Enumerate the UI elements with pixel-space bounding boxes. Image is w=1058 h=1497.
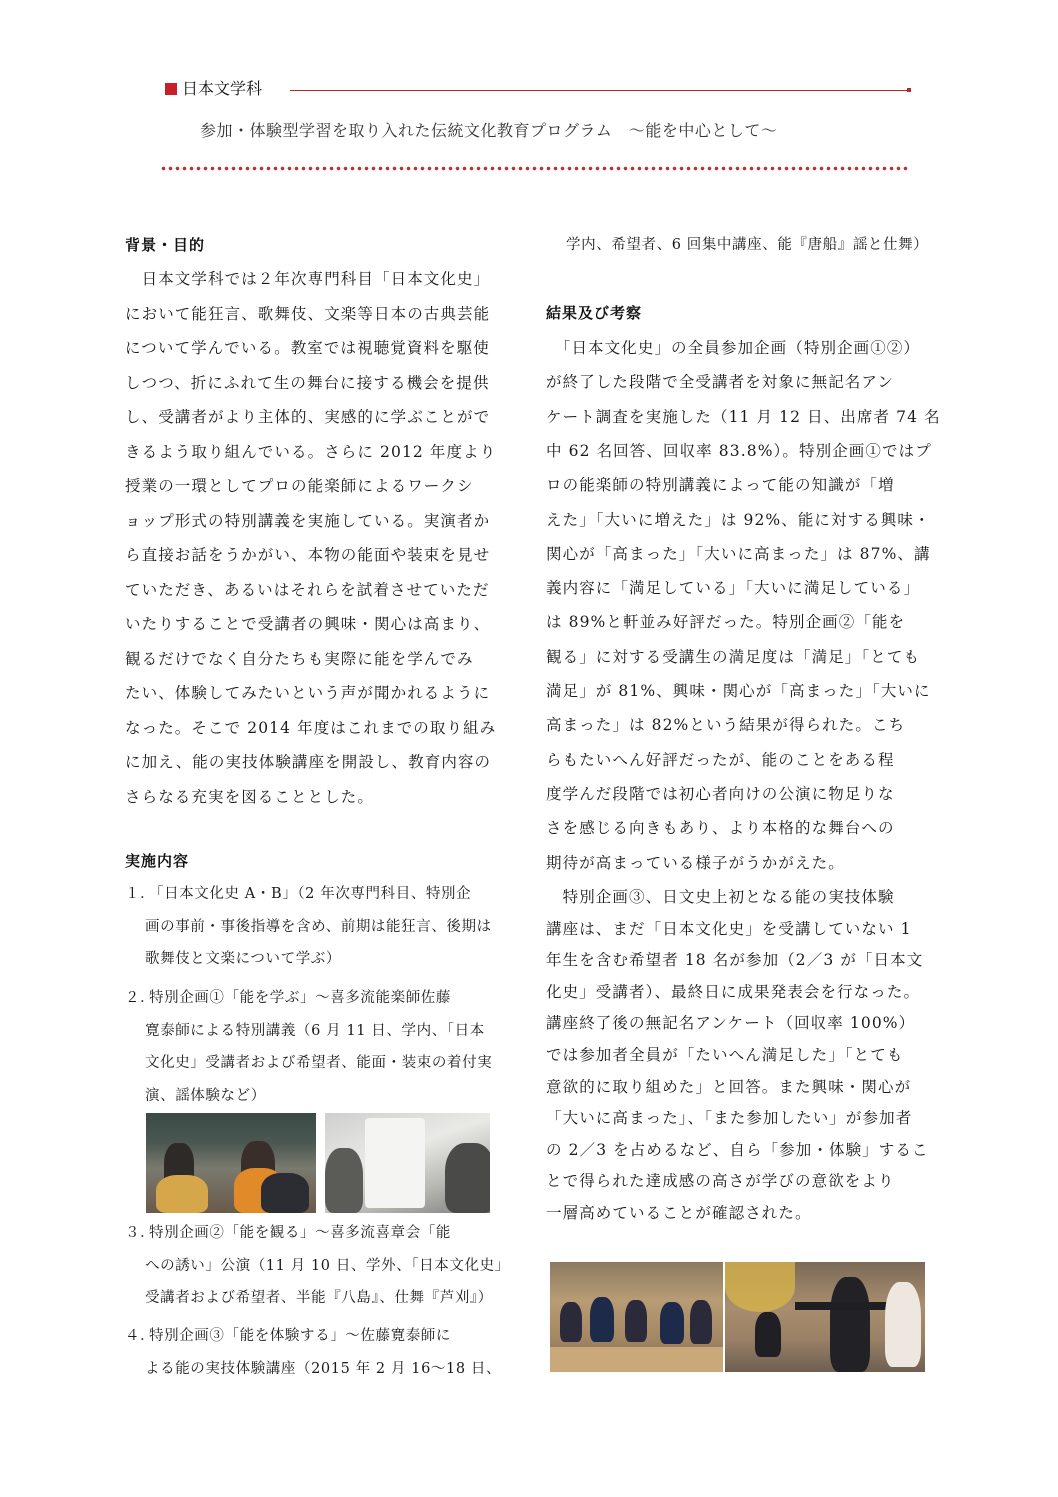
- background-paragraph-line: ら直接お話をうかがい、本物の能面や装束を見せ: [125, 546, 491, 564]
- page-header: [165, 78, 915, 108]
- list-item-line: 「日本文化史 A・B」（2 年次専門科目、特別企: [149, 886, 472, 902]
- results-paragraph-2-line: 講座は、まだ「日本文化史」を受講していない 1: [546, 919, 912, 938]
- background-paragraph-line: たい、体験してみたいという声が聞かれるように: [125, 684, 491, 702]
- background-paragraph-line: 授業の一環としてプロの能楽師によるワークシ: [125, 477, 474, 495]
- list-item-line: 特別企画②「能を観る」～喜多流喜章会「能: [149, 1225, 451, 1241]
- results-paragraph-2-line: とで得られた達成感の高さが学びの意欲をより: [546, 1172, 895, 1191]
- list-item-line: 寛泰師による特別講義（6 月 11 日、学内、「日本: [145, 1022, 485, 1039]
- list-item-line: 受講者および希望者、半能『八島』、仕舞『芦刈』）: [145, 1290, 493, 1306]
- results-paragraph-1-line: ケート調査を実施した（11 月 12 日、出席者 74 名: [546, 407, 941, 426]
- list-item-line: 画の事前・事後指導を含め、前期は能狂言、後期は: [145, 918, 492, 935]
- list-item-number: ４．: [125, 1328, 156, 1344]
- background-paragraph-line: なった。そこで 2014 年度はこれまでの取り組み: [125, 718, 497, 737]
- results-paragraph-1-line: 関心が「高まった」「大いに高まった」は 87%、講: [546, 544, 931, 563]
- results-paragraph-2-line: の 2／3 を占めるなど、自ら「参加・体験」するこ: [546, 1140, 929, 1159]
- dance-practice-photo: [725, 1262, 925, 1372]
- results-paragraph-1-line: 「日本文化史」の全員参加企画（特別企画①②）: [546, 339, 921, 357]
- results-paragraph-1-line: らもたいへん好評だったが、能のことをある程: [546, 750, 895, 769]
- list-item-line: 特別企画③「能を体験する」～佐藤寛泰師に: [149, 1328, 451, 1344]
- list-item-line: への誘い」公演（11 月 10 日、学外、「日本文化史」: [145, 1257, 510, 1274]
- results-heading: 結果及び考察: [546, 304, 643, 322]
- results-paragraph-1-line: ロの能楽師の特別講義によって能の知識が「増: [546, 476, 895, 495]
- background-paragraph-line: いたりすることで受講者の興味・関心は高まり、: [125, 615, 491, 633]
- header-divider-end: [907, 88, 911, 92]
- results-paragraph-1-line: が終了した段階で全受講者を対象に無記名アン: [546, 373, 894, 392]
- background-heading: 背景・目的: [125, 236, 206, 254]
- list-item-line: 演、謡体験など）: [145, 1087, 266, 1104]
- background-paragraph-line: ョップ形式の特別講義を実施している。実演者か: [125, 511, 491, 530]
- results-paragraph-2-line: 「大いに高まった」、「また参加したい」が参加者: [546, 1109, 913, 1128]
- dotted-divider: [160, 166, 908, 171]
- results-paragraph-2-line: 意欲的に取り組めた」と回答。また興味・関心が: [546, 1077, 912, 1096]
- continued-line: [566, 229, 946, 261]
- list-item-line: 歌舞伎と文楽について学ぶ）: [145, 951, 342, 967]
- list-item-number: １．: [125, 886, 156, 902]
- chant-practice-photo: [325, 1113, 490, 1213]
- content-heading: 実施内容: [125, 852, 190, 870]
- red-square-icon: [165, 83, 177, 95]
- results-paragraph-1-line: 度学んだ段階では初心者向けの公演に物足りな: [546, 784, 895, 803]
- results-paragraph-2-line: 年生を含む希望者 18 名が参加（2／3 が「日本文: [546, 951, 924, 970]
- list-item-line: 文化史」受講者および希望者、能面・装束の着付実: [145, 1055, 493, 1071]
- continued-line-text: 学内、希望者、6 回集中講座、能『唐船』謡と仕舞）: [566, 237, 929, 253]
- list-item-number: ３．: [125, 1225, 156, 1241]
- list-item-number: ２．: [125, 990, 156, 1006]
- background-paragraph-line: について学んでいる。教室では視聴覚資料を駆使: [125, 339, 490, 357]
- page-subtitle: 参加・体験型学習を取り入れた伝統文化教育プログラム ～能を中心として～: [200, 121, 778, 140]
- results-paragraph-2-line: 講座終了後の無記名アンケート（回収率 100%）: [546, 1014, 916, 1033]
- background-paragraph-line: さらなる充実を図ることとした。: [125, 787, 375, 806]
- results-paragraph-2-line: 一層高めていることが確認された。: [546, 1204, 812, 1222]
- results-paragraph-1-line: さを感じる向きもあり、より本格的な舞台への: [546, 819, 895, 838]
- list-item-line: 特別企画①「能を学ぶ」～喜多流能楽師佐藤: [149, 990, 451, 1006]
- results-paragraph-2-line: 化史」受講者）、最終日に成果発表会を行なった。: [546, 982, 921, 1001]
- background-paragraph-line: ていただき、あるいはそれらを試着させていただ: [125, 580, 490, 599]
- results-paragraph-2-line: 特別企画③、日文史上初となる能の実技体験: [546, 888, 895, 906]
- background-paragraph-line: 観るだけでなく自分たちも実際に能を学んでみ: [125, 649, 474, 668]
- results-paragraph-1-line: 満足」が 81%、興味・関心が「高まった」「大いに: [546, 682, 931, 700]
- workshop-photo: [550, 1262, 723, 1372]
- results-paragraph-1-line: 期待が高まっている様子がうかがえた。: [546, 853, 845, 872]
- lecture-photo: [146, 1113, 316, 1213]
- header-divider: [290, 90, 910, 91]
- background-paragraph-line: において能狂言、歌舞伎、文楽等日本の古典芸能: [125, 304, 491, 323]
- background-paragraph-line: しつつ、折にふれて生の舞台に接する機会を提供: [125, 373, 490, 392]
- results-paragraph-1-line: えた」「大いに増えた」は 92%、能に対する興味・: [546, 510, 931, 529]
- results-paragraph-1-line: 中 62 名回答、回収率 83.8%）。特別企画①ではプ: [546, 441, 932, 460]
- department-label: 日本文学科: [182, 79, 263, 98]
- results-paragraph-1-line: は 89%と軒並み好評だった。特別企画②「能を: [546, 613, 906, 632]
- background-paragraph-line: に加え、能の実技体験講座を開設し、教育内容の: [125, 753, 492, 771]
- results-paragraph-2-line: では参加者全員が「たいへん満足した」「とても: [546, 1046, 904, 1064]
- results-paragraph-1-line: 高まった」は 82%という結果が得られた。こち: [546, 716, 906, 735]
- results-paragraph-1-line: 観る」に対する受講生の満足度は「満足」「とても: [546, 647, 921, 666]
- background-paragraph-line: きるよう取り組んでいる。さらに 2012 年度より: [125, 442, 497, 461]
- list-item-line: よる能の実技体験講座（2015 年 2 月 16～18 日、: [145, 1360, 502, 1377]
- results-paragraph-1-line: 義内容に「満足している」「大いに満足している」: [546, 579, 921, 598]
- background-paragraph-line: し、受講者がより主体的、実感的に学ぶことがで: [125, 408, 491, 426]
- background-paragraph-line: 日本文学科では２年次専門科目「日本文化史」: [125, 270, 491, 288]
